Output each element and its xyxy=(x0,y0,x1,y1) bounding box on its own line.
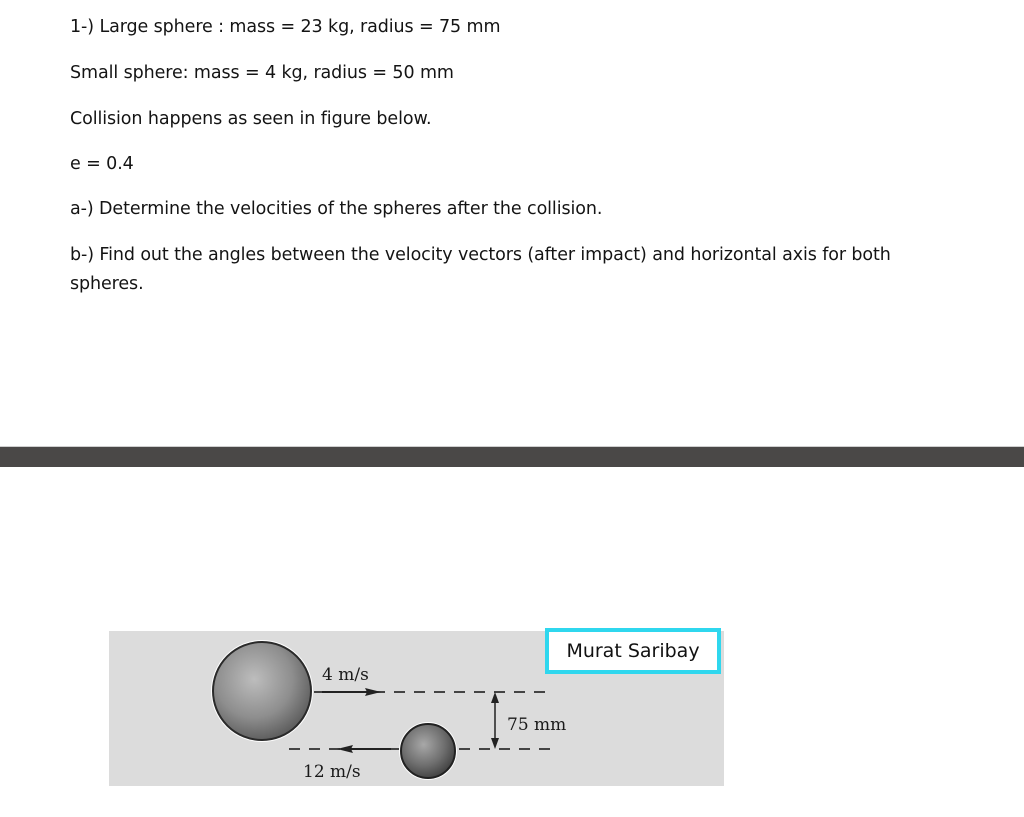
offset-label: 75 mm xyxy=(507,715,567,735)
small-sphere-spec: Small sphere: mass = 4 kg, radius = 50 mm xyxy=(70,63,454,83)
collision-description: Collision happens as seen in figure below. xyxy=(70,109,432,129)
question-part-a: a-) Determine the velocities of the spheres after the collision. xyxy=(70,199,603,219)
small-sphere xyxy=(399,722,457,780)
large-velocity-label: 4 m/s xyxy=(322,665,369,685)
small-velocity-label: 12 m/s xyxy=(303,762,361,782)
author-watermark: Murat Saribay xyxy=(545,628,721,674)
large-sphere xyxy=(211,640,313,742)
small-velocity-arrow xyxy=(337,745,391,753)
large-velocity-arrow xyxy=(322,688,381,696)
offset-dimension xyxy=(491,692,499,749)
large-sphere-spec: 1-) Large sphere : mass = 23 kg, radius = 75 mm xyxy=(70,17,501,37)
restitution-coefficient: e = 0.4 xyxy=(70,154,134,174)
question-part-b: b-) Find out the angles between the velocity vectors (after impact) and horizontal axis for both spheres. xyxy=(70,245,891,294)
page-divider xyxy=(0,446,1024,467)
